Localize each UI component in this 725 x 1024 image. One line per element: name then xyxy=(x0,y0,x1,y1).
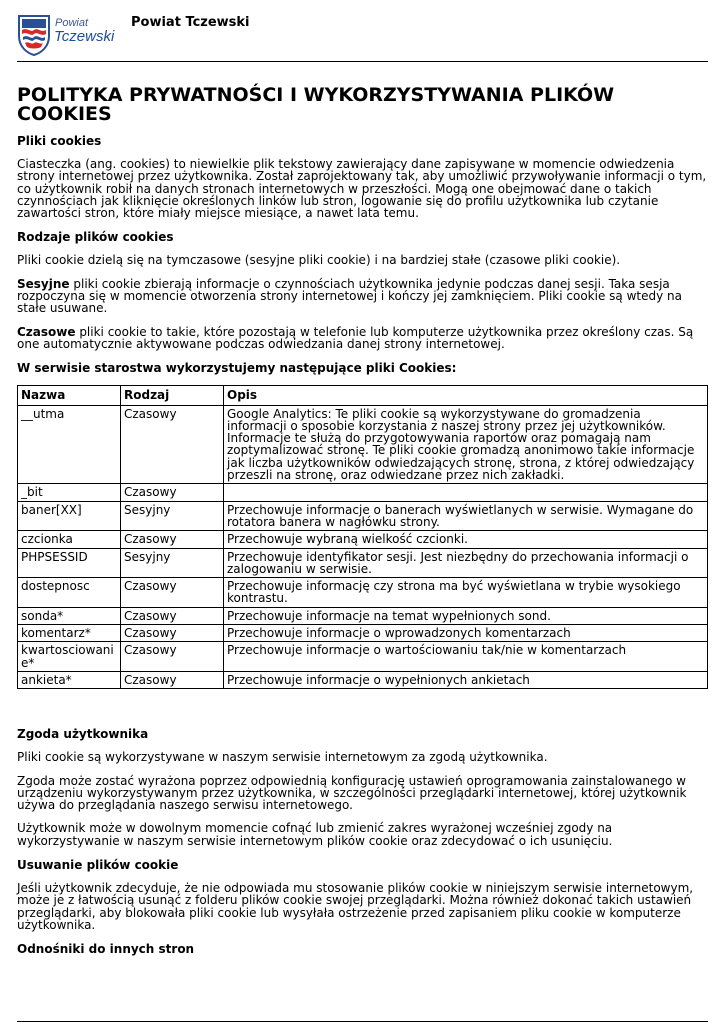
table-heading: W serwisie starostwa wykorzystujemy następujące pliki Cookies: xyxy=(17,361,457,376)
paragraph-cookies-intro: Ciasteczka (ang. cookies) to niewielkie plik tekstowy zawierający dane zapisywane w momencie odwiedzenia strony internetowej przez użytkownika. Został zaprojektowany tak, aby umożliwić przywoływanie informacji o tym, co użytkownik robił na danych stronach internetowych w przeszłości. Mogą one obejmować dane o takich czynnościach jak kliknięcie określonych linków lub stron, logowanie się do profilu użytkownika lub czytanie zawartości stron, które miały miejsce miesiące, a nawet lata temu. xyxy=(17,157,707,221)
site-name[interactable]: Powiat Tczewski xyxy=(131,15,250,30)
cookie-description: Przechowuje identyfikator sesji. Jest niezbędny do przechowania informacji o zalogowaniu w serwisie. xyxy=(224,548,708,578)
paragraph-consent-1: Pliki cookie są wykorzystywane w naszym serwisie internetowym za zgodą użytkownika. xyxy=(17,750,548,765)
logo-text-line1: Powiat xyxy=(55,17,89,29)
column-header-type: Rodzaj xyxy=(121,386,224,405)
section-heading-consent: Zgoda użytkownika xyxy=(17,727,149,742)
page-title: POLITYKA PRYWATNOŚCI I WYKORZYSTYWANIA PLIKÓW COOKIES xyxy=(17,84,615,125)
section-heading-removal: Usuwanie plików cookie xyxy=(17,857,179,872)
logo-text-line2: Tczewski xyxy=(54,28,115,45)
table-row xyxy=(18,531,708,548)
cookie-name: ankieta* xyxy=(18,671,121,688)
cookie-name: czcionka xyxy=(18,531,121,548)
table-header-row xyxy=(18,386,708,405)
cookie-type: Sesyjny xyxy=(121,548,224,578)
cookie-name: __utma xyxy=(18,405,121,484)
cookie-type: Czasowy xyxy=(121,578,224,608)
persistent-description: pliki cookie to takie, które pozostają w telefonie lub komputerze użytkownika przez określony czas. Są one automatycznie aktywowane podczas odwiedzania danej strony internetowej. xyxy=(17,324,694,351)
table-row xyxy=(18,405,708,484)
cookie-name: sonda* xyxy=(18,607,121,624)
cookie-type: Czasowy xyxy=(121,625,224,642)
section-heading-links: Odnośniki do innych stron xyxy=(17,942,195,957)
table-row xyxy=(18,548,708,578)
powiat-logo[interactable] xyxy=(17,12,115,58)
page-header xyxy=(17,12,707,60)
session-description: pliki cookie zbierają informacje o czynnościach użytkownika jedynie podczas danej sesji. Taka sesja rozpoczyna się w momencie otworzenia strony internetowej i kończy jej zamknięciem. Pliki cookie są wtedy na stałe usuwane. xyxy=(17,276,682,316)
cookie-name: dostepnosc xyxy=(18,578,121,608)
coat-of-arms-icon xyxy=(17,14,51,56)
cookie-type: Czasowy xyxy=(121,671,224,688)
paragraph-consent-3: Użytkownik może w dowolnym momencie cofnąć lub zmienić zakres wyrażonej wcześniej zgody na wykorzystywanie w naszym serwisie internetowym plików cookie oraz zdecydować o ich usunięciu. xyxy=(17,821,613,848)
column-header-name: Nazwa xyxy=(18,386,121,405)
table-row xyxy=(18,501,708,531)
cookie-name: _bit xyxy=(18,484,121,501)
cookie-type: Czasowy xyxy=(121,531,224,548)
table-row xyxy=(18,671,708,688)
paragraph-cookie-types: Pliki cookie dzielą się na tymczasowe (sesyjne pliki cookie) i na bardziej stałe (czasowe pliki cookie). xyxy=(17,253,621,268)
paragraph-persistent-cookies xyxy=(17,326,707,351)
cookie-description: Google Analytics: Te pliki cookie są wykorzystywane do gromadzenia informacji o sposobie korzystania z naszej strony przez jej użytkowników. Informacje te służą do przygotowywania raportów oraz pomagają nam zoptymalizować stronę. Te pliki cookie gromadzą anonimowo takie informacje jak liczba użytkowników odwiedzających stronę, strona, z której odwiedzający przeszli na stronę, oraz odwiedzane przez nich zakładki. xyxy=(224,405,708,484)
table-row xyxy=(18,625,708,642)
cookie-name: kwartosciowanie* xyxy=(18,642,121,672)
cookie-name: komentarz* xyxy=(18,625,121,642)
cookie-description xyxy=(224,484,708,501)
cookie-description: Przechowuje informacje o wypełnionych ankietach xyxy=(224,671,708,688)
cookie-name: PHPSESSID xyxy=(18,548,121,578)
cookie-description: Przechowuje informację czy strona ma być wyświetlana w trybie wysokiego kontrastu. xyxy=(224,578,708,608)
column-header-description: Opis xyxy=(224,386,708,405)
cookie-description: Przechowuje informacje na temat wypełnionych sond. xyxy=(224,607,708,624)
cookie-description: Przechowuje informacje o wprowadzonych komentarzach xyxy=(224,625,708,642)
cookie-type: Czasowy xyxy=(121,405,224,484)
persistent-term: Czasowe xyxy=(17,324,76,339)
header-divider xyxy=(17,61,708,62)
spacer xyxy=(17,689,707,727)
cookie-type: Sesyjny xyxy=(121,501,224,531)
paragraph-consent-2: Zgoda może zostać wyrażona poprzez odpowiednią konfigurację ustawień oprogramowania zainstalowanego w urządzeniu wykorzystywanym przez użytkownika, w szczególności przeglądarki internetowej, której użytkownik używa do przeglądania naszego serwisu internetowego. xyxy=(17,773,687,813)
table-row xyxy=(18,642,708,672)
section-heading-cookie-types: Rodzaje plików cookies xyxy=(17,230,174,245)
cookie-description: Przechowuje informacje o wartościowaniu tak/nie w komentarzach xyxy=(224,642,708,672)
cookie-type: Czasowy xyxy=(121,642,224,672)
section-heading-cookies: Pliki cookies xyxy=(17,134,102,148)
cookie-name: baner[XX] xyxy=(18,501,121,531)
session-term: Sesyjne xyxy=(17,276,70,291)
paragraph-session-cookies xyxy=(17,278,707,315)
footer-divider xyxy=(17,1021,708,1022)
table-row xyxy=(18,607,708,624)
cookie-description: Przechowuje informacje o banerach wyświetlanych w serwisie. Wymagane do rotatora banera w nagłówku strony. xyxy=(224,501,708,531)
cookies-table xyxy=(17,385,708,689)
cookie-description: Przechowuje wybraną wielkość czcionki. xyxy=(224,531,708,548)
table-row xyxy=(18,578,708,608)
paragraph-removal: Jeśli użytkownik zdecyduje, że nie odpowiada mu stosowanie plików cookie w niniejszym serwisie internetowym, może je z łatwością usunąć z folderu plików cookie swojej przeglądarki. Można również dokonać takich ustawień przeglądarki, aby blokowała pliki cookie lub wysyłała ostrzeżenie przed zapisaniem pliku cookie w komputerze użytkownika. xyxy=(17,880,694,932)
cookie-type: Czasowy xyxy=(121,484,224,501)
table-row xyxy=(18,484,708,501)
cookie-type: Czasowy xyxy=(121,607,224,624)
main-content xyxy=(17,86,707,966)
